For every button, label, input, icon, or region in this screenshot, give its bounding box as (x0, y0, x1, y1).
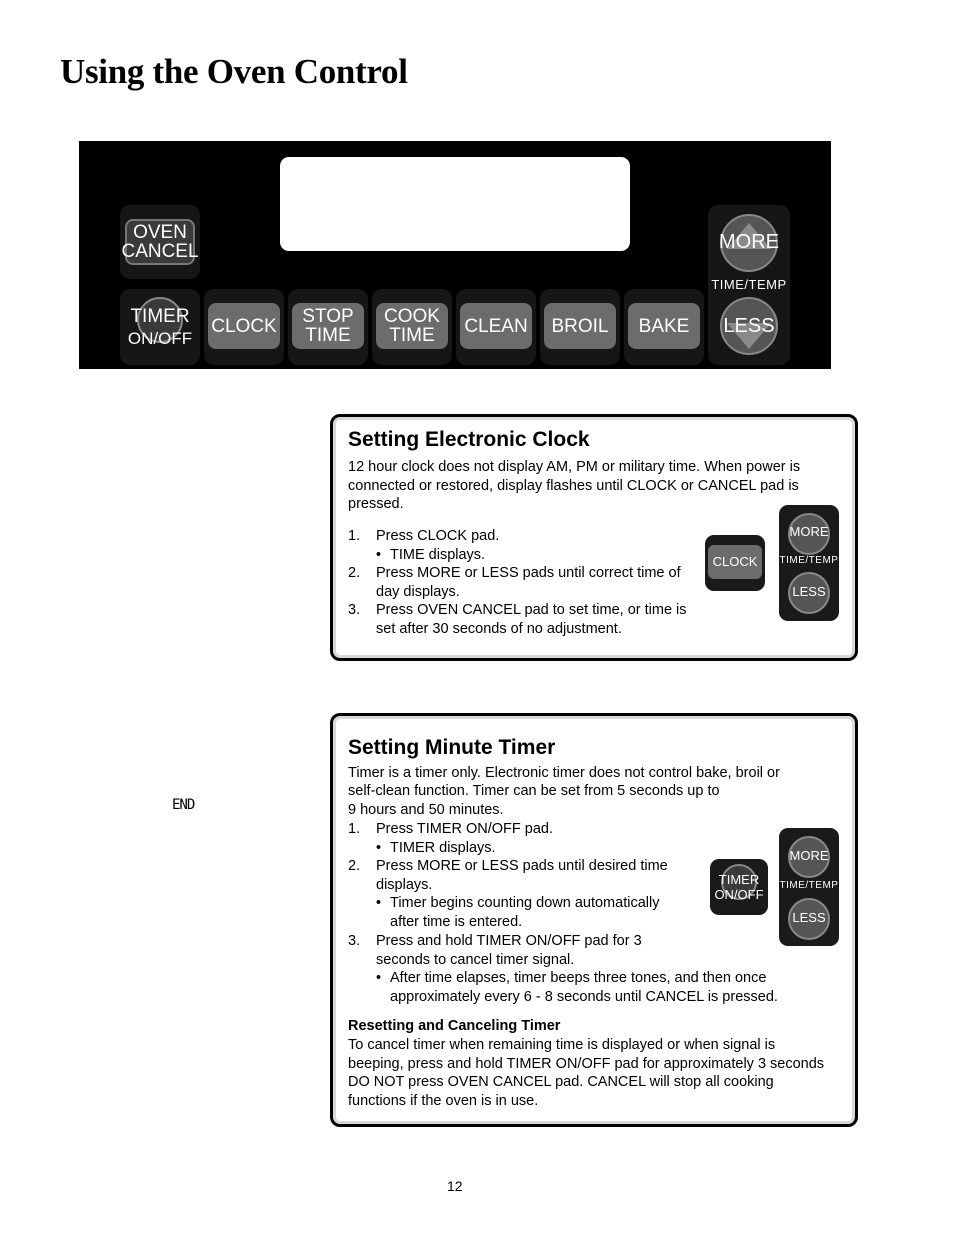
broil-label: BROIL (551, 315, 609, 337)
timer-intro-2: self-clean function. Timer can be set from 5 seconds up to (348, 783, 720, 799)
mini-less-label: LESS (792, 584, 826, 599)
cook-time-button[interactable] (376, 303, 448, 349)
timer-steps-cont (348, 932, 818, 1006)
timer-instructions-box (330, 713, 858, 1127)
timer-mini-time-temp-label: TIME/TEMP (779, 880, 839, 891)
timer-mini-less-label: LESS (792, 910, 826, 925)
step-bullet: • Timer begins counting down automatically after time is entered. (376, 894, 688, 931)
oven-cancel-label-2: CANCEL (121, 241, 199, 262)
mini-more-label: MORE (789, 524, 829, 539)
clock-pad-key: CLOCK (708, 545, 762, 579)
less-label: LESS (723, 315, 775, 337)
timer-pad-label-2: ON/OFF (714, 887, 764, 902)
timer-mini-more-label: MORE (789, 848, 829, 863)
step-number: 1. (348, 528, 361, 544)
clock-instructions-box (330, 414, 858, 661)
step-text: Press and hold TIMER ON/OFF pad for 3 seconds to cancel timer signal. (376, 933, 642, 968)
clock-intro: 12 hour clock does not display AM, PM or military time. When power is connected or restored, display flashes until CLOCK or CANCEL pad is pressed. (348, 459, 801, 512)
time-temp-label: TIME/TEMP (711, 277, 787, 292)
timer-step-3 (348, 932, 818, 1006)
step-number: 3. (348, 602, 361, 618)
broil-button[interactable] (544, 303, 616, 349)
bake-button[interactable] (628, 303, 700, 349)
step-text: Press OVEN CANCEL pad to set time, or time is set after 30 seconds of no adjustment. (376, 602, 687, 637)
oven-control-panel (79, 141, 831, 369)
clock-label: CLOCK (211, 315, 277, 337)
timer-step-2 (348, 857, 688, 931)
step-text: Press MORE or LESS pads until correct time of day displays. (376, 565, 681, 600)
clean-button[interactable] (460, 303, 532, 349)
page-number: 12 (447, 1178, 463, 1194)
oven-cancel-label-1: OVEN (133, 222, 187, 243)
cook-time-label-2: TIME (389, 325, 435, 346)
timer-intro-1: Timer is a timer only. Electronic timer does not control bake, broil or (348, 765, 780, 781)
step-number: 2. (348, 565, 361, 581)
reset-text: To cancel timer when remaining time is displayed or when signal is beeping, press and hold TIMER ON/OFF pad for approximately 3 seconds DO NOT press OVEN CANCEL pad. CANCEL will stop all cooking functions if the oven is in use. (348, 1037, 825, 1109)
step-number: 1. (348, 821, 361, 837)
stop-time-button[interactable] (292, 303, 364, 349)
timer-label-1: TIMER (130, 306, 190, 327)
end-display-indicator: END (172, 797, 195, 813)
mini-time-temp-label: TIME/TEMP (779, 555, 839, 566)
timer-pad-label-1: TIMER (718, 872, 760, 887)
timer-intro-3: 9 hours and 50 minutes. (348, 802, 504, 818)
page-title: Using the Oven Control (60, 52, 408, 91)
clock-steps (348, 527, 693, 638)
step-text: Press MORE or LESS pads until desired time displays. (376, 858, 668, 893)
stop-time-label-1: STOP (302, 306, 354, 327)
clean-label: CLEAN (464, 315, 528, 337)
step-bullet: • After time elapses, timer beeps three tones, and then once approximately every 6 - 8 seconds until CANCEL is pressed. (376, 969, 818, 1006)
cook-time-label-1: COOK (384, 306, 440, 327)
clock-step-1 (348, 527, 693, 564)
control-display (280, 157, 630, 251)
step-text: Press TIMER ON/OFF pad. (376, 821, 553, 837)
step-number: 3. (348, 933, 361, 949)
oven-cancel-button[interactable] (121, 219, 199, 265)
timer-heading: Setting Minute Timer (348, 736, 556, 759)
more-label: MORE (719, 231, 779, 253)
clock-button[interactable] (208, 303, 280, 349)
step-number: 2. (348, 858, 361, 874)
clock-step-2 (348, 564, 693, 601)
bake-label: BAKE (638, 315, 690, 337)
step-bullet: • TIMER displays. (376, 839, 688, 858)
timer-step-1 (348, 820, 688, 857)
timer-label-2: ON/OFF (127, 329, 193, 348)
clock-heading: Setting Electronic Clock (348, 428, 590, 451)
reset-heading: Resetting and Canceling Timer (348, 1018, 561, 1034)
timer-steps (348, 820, 688, 931)
step-text: Press CLOCK pad. (376, 528, 500, 544)
step-bullet: • TIME displays. (376, 546, 693, 565)
clock-step-3 (348, 601, 693, 638)
stop-time-label-2: TIME (305, 325, 351, 346)
